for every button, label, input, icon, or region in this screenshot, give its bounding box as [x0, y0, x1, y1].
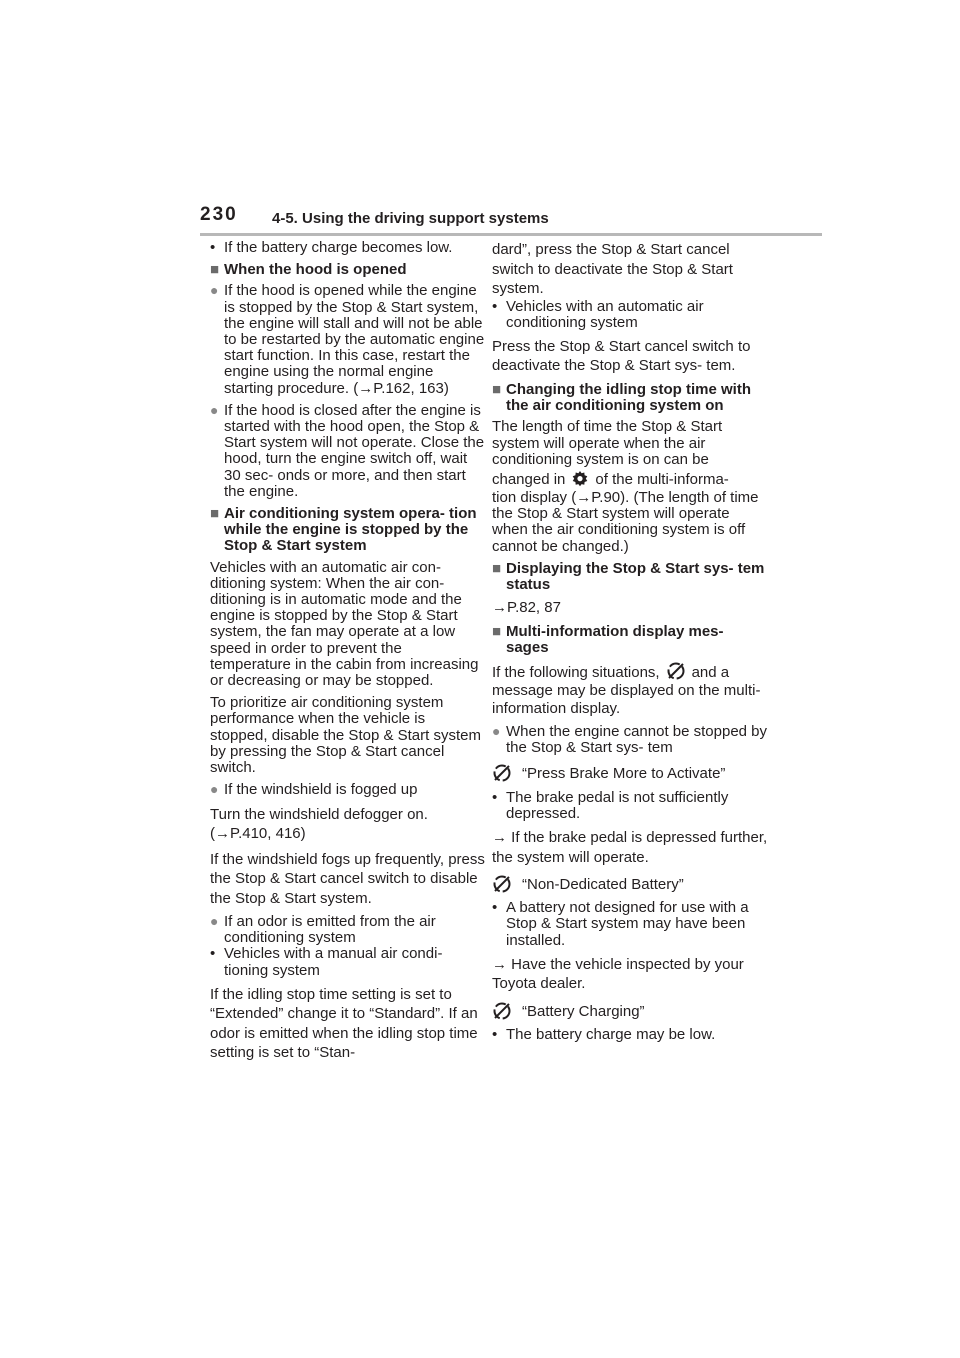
list-item: • Vehicles with a manual air condi- tioning system [210, 945, 443, 979]
square-bullet-icon: ■ [492, 380, 502, 398]
list-item: ● If the windshield is fogged up [210, 781, 418, 799]
list-item: • The brake pedal is not sufficiently depressed. [492, 788, 729, 822]
list-item: • A battery not designed for use with a Stop & Start system may have been installed. [492, 899, 749, 949]
list-item: ● If the hood is closed after the engine is started with the hood open, the Stop & Start system will not operate. Close the hood, turn the engine switch off, wait 30 sec- onds or more, and then start the engine. [210, 401, 485, 500]
heading-hood: ■ When the hood is opened [210, 261, 407, 279]
stop-start-off-icon [492, 763, 512, 783]
paragraph: Press the Stop & Start cancel switch to deactivate the Stop & Start sys- tem. [492, 337, 751, 375]
square-bullet-icon: ■ [210, 261, 220, 279]
circle-bullet-icon: ● [492, 723, 501, 740]
header-rule [200, 233, 822, 236]
paragraph: →P.82, 87 [492, 599, 561, 617]
paragraph: changed in of the multi-informa- [492, 470, 729, 488]
paragraph: → If the brake pedal is depressed further, the system will operate. [492, 829, 768, 866]
paragraph: If the windshield fogs up frequently, press the Stop & Start cancel switch to disable the Stop & Start system. [210, 850, 485, 907]
list-item: ● When the engine cannot be stopped by the Stop & Start sys- tem [492, 723, 768, 757]
stop-start-off-icon [492, 874, 512, 894]
message-non-dedicated-battery: “Non-Dedicated Battery” [492, 877, 768, 893]
circle-bullet-icon: ● [210, 913, 219, 929]
square-bullet-icon: ■ [492, 559, 502, 577]
list-item: • Vehicles with an automatic air conditioning system [492, 297, 704, 331]
list-item: ● If the hood is opened while the engine is stopped by the Stop & Start system, the engine will stall and will not be able to be restarted by the automatic engine start function. In this case, restart the engine using the normal engine starting procedure. (→P.162, 163) [210, 282, 485, 397]
paragraph: To prioritize air conditioning system performance when the vehicle is stopped, disable the Stop & Start system by pressing the Stop & Start cancel switch. [210, 694, 481, 777]
paragraph: tion display (→P.90). (The length of time the Stop & Start system will operate when the air conditioning system is off cannot be changed.) [492, 488, 759, 555]
paragraph: Turn the windshield defogger on. (→P.410, 416) [210, 805, 428, 842]
square-bullet-icon: ■ [492, 622, 502, 640]
message-battery-charging: “Battery Charging” [492, 1004, 768, 1020]
stop-start-off-icon [666, 661, 686, 681]
page-number: 230 [200, 204, 238, 225]
square-bullet-icon: ■ [210, 505, 220, 523]
circle-bullet-icon: ● [210, 282, 219, 299]
circle-bullet-icon: ● [210, 781, 219, 798]
left-column [210, 240, 486, 1069]
paragraph: If the following situations, and a message may be displayed on the multi-information display. [492, 661, 768, 718]
list-item: • The battery charge may be low. [492, 1026, 716, 1044]
stop-start-off-icon [492, 1001, 512, 1021]
paragraph: If the idling stop time setting is set to “Extended” change it to “Standard”. If an odor is emitted when the idling stop time setting is set to “Stan- [210, 985, 478, 1062]
heading-idling: ■ Changing the idling stop time with the air conditioning system on [492, 380, 751, 415]
paragraph: Vehicles with an automatic air con- ditioning system: When the air con- ditioning is in automatic mode and the engine is stopped by the Stop & Start system, the fan may operate at a low speed in order to prevent the temperature in the cabin from increasing or decreasing or may be stopped. [210, 558, 479, 690]
list-item: ● If an odor is emitted from the air conditioning system [210, 913, 436, 947]
message-press-brake: “Press Brake More to Activate” [492, 766, 768, 782]
paragraph: → Have the vehicle inspected by your Toyota dealer. [492, 955, 744, 993]
paragraph: The length of time the Stop & Start system will operate when the air conditioning system is on can be [492, 418, 723, 468]
heading-ac: ■ Air conditioning system opera- tion while the engine is stopped by the Stop & Start system [210, 505, 477, 555]
list-item: • If the battery charge becomes low. [210, 239, 453, 256]
section-title: 4-5. Using the driving support systems [272, 210, 549, 227]
settings-gear-icon [571, 470, 589, 488]
heading-status: ■ Displaying the Stop & Start sys- tem status [492, 559, 765, 593]
heading-messages: ■ Multi-information display mes- sages [492, 622, 724, 656]
circle-bullet-icon: ● [210, 401, 219, 418]
right-column [492, 240, 768, 1049]
page-header [200, 204, 822, 234]
paragraph: dard”, press the Stop & Start cancel switch to deactivate the Stop & Start system. [492, 241, 733, 297]
